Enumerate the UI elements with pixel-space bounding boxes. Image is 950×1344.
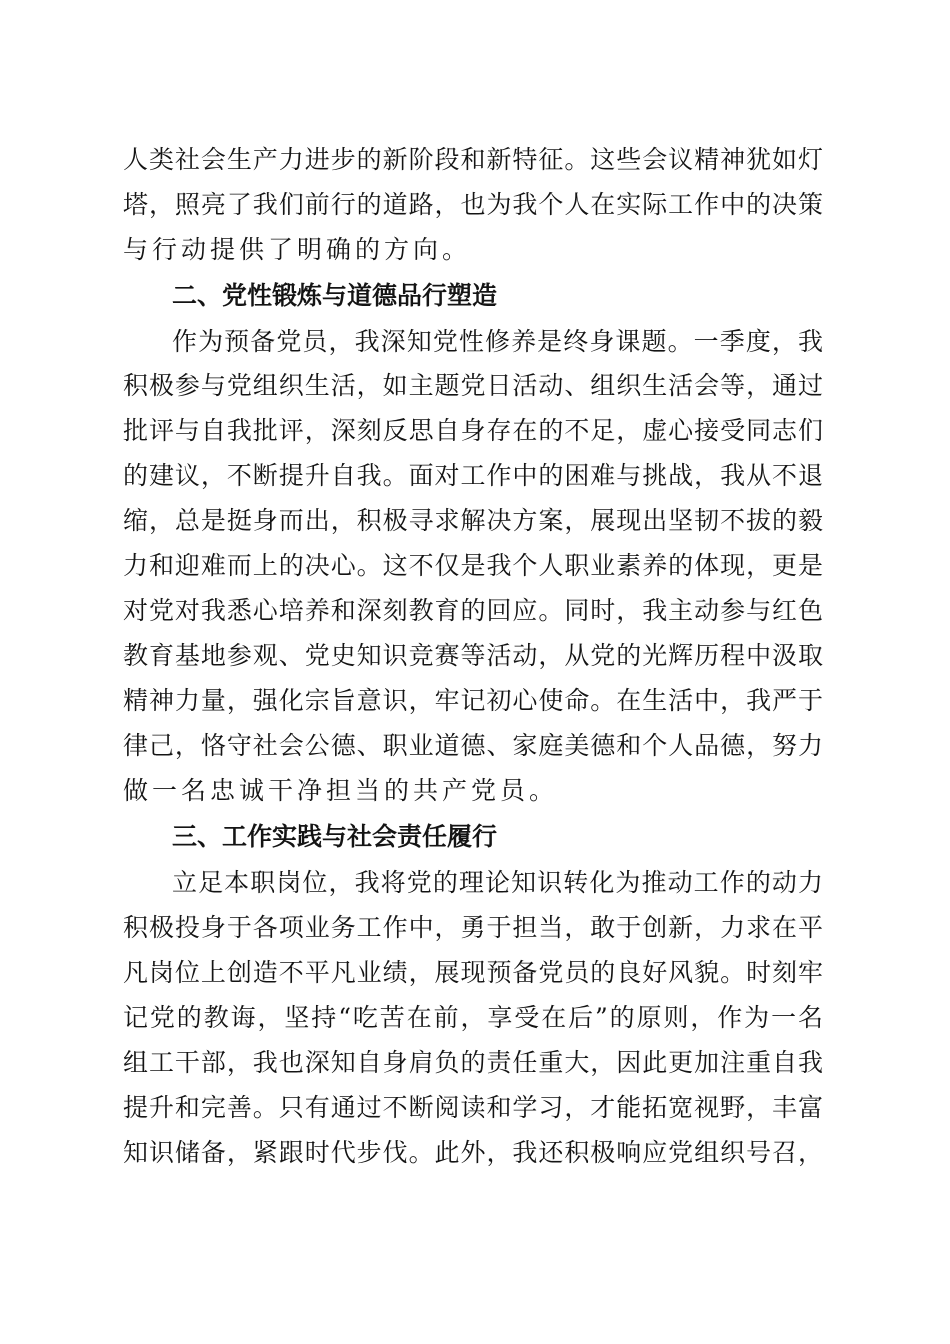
paragraph-line: 精神力量，强化宗旨意识，牢记初心使命。在生活中，我严于 (123, 686, 823, 715)
paragraph-line: 律己，恪守社会公德、职业道德、家庭美德和个人品德，努力 (123, 731, 823, 760)
paragraph-line: 提升和完善。只有通过不断阅读和学习，才能拓宽视野，丰富 (123, 1093, 823, 1122)
paragraph-line: 凡岗位上创造不平凡业绩，展现预备党员的良好风貌。时刻牢 (123, 958, 823, 987)
paragraph-line: 批评与自我批评，深刻反思自身存在的不足，虚心接受同志们 (123, 416, 823, 445)
paragraph-line: 立足本职岗位，我将党的理论知识转化为推动工作的动力 (172, 868, 823, 897)
paragraph-line: 力和迎难而上的决心。这不仅是我个人职业素养的体现，更是 (123, 551, 823, 580)
paragraph-line: 与行动提供了明确的方向。 (123, 235, 472, 264)
paragraph-line: 记党的教诲，坚持“吃苦在前，享受在后”的原则，作为一名 (123, 1003, 823, 1032)
section-heading: 三、工作实践与社会责任履行 (172, 822, 498, 851)
paragraph-line: 组工干部，我也深知自身肩负的责任重大，因此更加注重自我 (123, 1048, 823, 1077)
paragraph-line: 积极参与党组织生活，如主题党日活动、组织生活会等，通过 (123, 371, 823, 400)
paragraph-line: 积极投身于各项业务工作中，勇于担当，敢于创新，力求在平 (123, 913, 823, 942)
paragraph-line: 的建议，不断提升自我。面对工作中的困难与挑战，我从不退 (123, 461, 823, 490)
section-heading: 二、党性锻炼与道德品行塑造 (172, 281, 498, 310)
paragraph-line: 做一名忠诚干净担当的共产党员。 (123, 776, 559, 805)
paragraph-line: 作为预备党员，我深知党性修养是终身课题。一季度，我 (172, 327, 823, 356)
paragraph-line: 教育基地参观、党史知识竞赛等活动，从党的光辉历程中汲取 (123, 641, 823, 670)
paragraph-line: 人类社会生产力进步的新阶段和新特征。这些会议精神犹如灯 (123, 145, 823, 174)
paragraph-line: 对党对我悉心培养和深刻教育的回应。同时，我主动参与红色 (123, 596, 823, 625)
paragraph-line: 塔，照亮了我们前行的道路，也为我个人在实际工作中的决策 (123, 190, 823, 219)
paragraph-line: 缩，总是挺身而出，积极寻求解决方案，展现出坚韧不拔的毅 (123, 506, 823, 535)
paragraph-line: 知识储备，紧跟时代步伐。此外，我还积极响应党组织号召， (123, 1138, 823, 1167)
